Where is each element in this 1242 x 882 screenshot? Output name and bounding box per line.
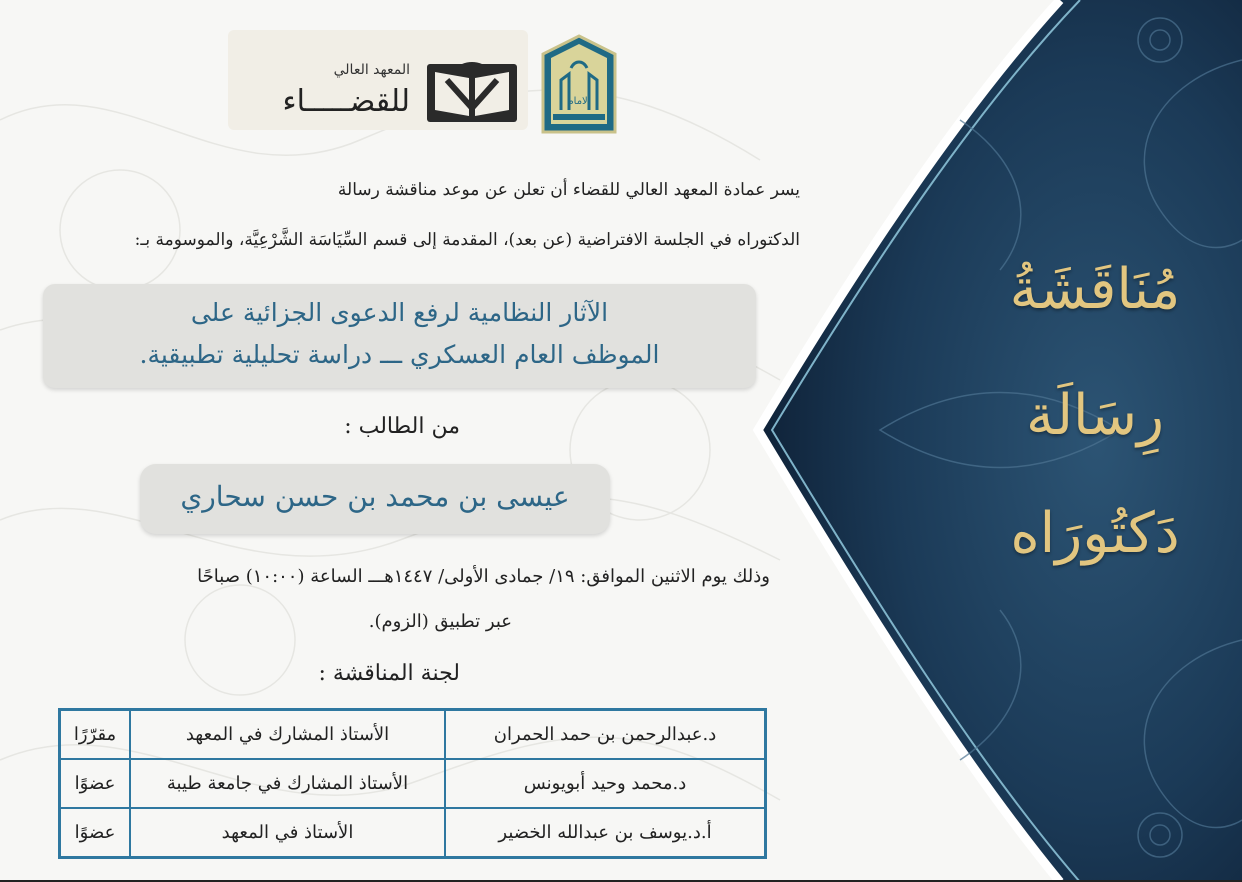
student-name-box bbox=[140, 464, 610, 534]
side-title-line2: رِسَالَة bbox=[1025, 383, 1165, 448]
committee-member-title: الأستاذ المشارك في المعهد bbox=[130, 710, 445, 759]
committee-member-name: د.محمد وحيد أبويونس bbox=[445, 759, 765, 808]
thesis-title-line-2: الموظف العام العسكري ـــ دراسة تحليلية تطبيقية. bbox=[139, 340, 660, 369]
committee-table bbox=[58, 708, 767, 859]
committee-member-role: مقرّرًا bbox=[60, 710, 130, 759]
institute-logo-text-large: للقضـــــاء bbox=[282, 84, 410, 119]
committee-member-role: عضوًا bbox=[60, 759, 130, 808]
thesis-title-box bbox=[43, 284, 756, 388]
intro-line-2: الدكتوراه في الجلسة الافتراضية (عن بعد)، المقدمة إلى قسم السِّيَاسَة الشَّرْعِيَّة، والموسومة بـ: bbox=[134, 230, 800, 250]
seal-text: الامام bbox=[567, 96, 591, 107]
imam-university-seal-icon bbox=[541, 34, 617, 136]
table-row bbox=[60, 759, 765, 808]
table-row bbox=[60, 808, 765, 857]
committee-member-role: عضوًا bbox=[60, 808, 130, 857]
schedule-date-line: وذلك يوم الاثنين الموافق: ١٩/ جمادى الأولى/ ١٤٤٧هـــ الساعة (١٠:٠٠) صباحًا bbox=[197, 566, 770, 587]
committee-member-title: الأستاذ في المعهد bbox=[130, 808, 445, 857]
committee-member-name: د.عبدالرحمن بن حمد الحمران bbox=[445, 710, 765, 759]
open-book-logo-icon bbox=[425, 60, 519, 126]
thesis-title-line-1: الآثار النظامية لرفع الدعوى الجزائية على bbox=[190, 298, 609, 327]
side-title-line3: دَكتُورَاه bbox=[1010, 501, 1180, 566]
student-name: عيسى بن محمد بن حسن سحاري bbox=[180, 480, 570, 513]
intro-line-1: يسر عمادة المعهد العالي للقضاء أن تعلن عن موعد مناقشة رسالة bbox=[337, 180, 800, 200]
table-row bbox=[60, 710, 765, 759]
committee-member-name: أ.د.يوسف بن عبدالله الخضير bbox=[445, 808, 765, 857]
committee-member-title: الأستاذ المشارك في جامعة طيبة bbox=[130, 759, 445, 808]
institute-logo-text-small: المعهد العالي bbox=[333, 62, 410, 78]
schedule-app-line: عبر تطبيق (الزوم). bbox=[368, 611, 512, 632]
student-label: من الطالب : bbox=[344, 414, 460, 439]
side-title-line1: مُنَاقَشَةُ bbox=[1009, 257, 1181, 322]
committee-label: لجنة المناقشة : bbox=[318, 661, 460, 686]
